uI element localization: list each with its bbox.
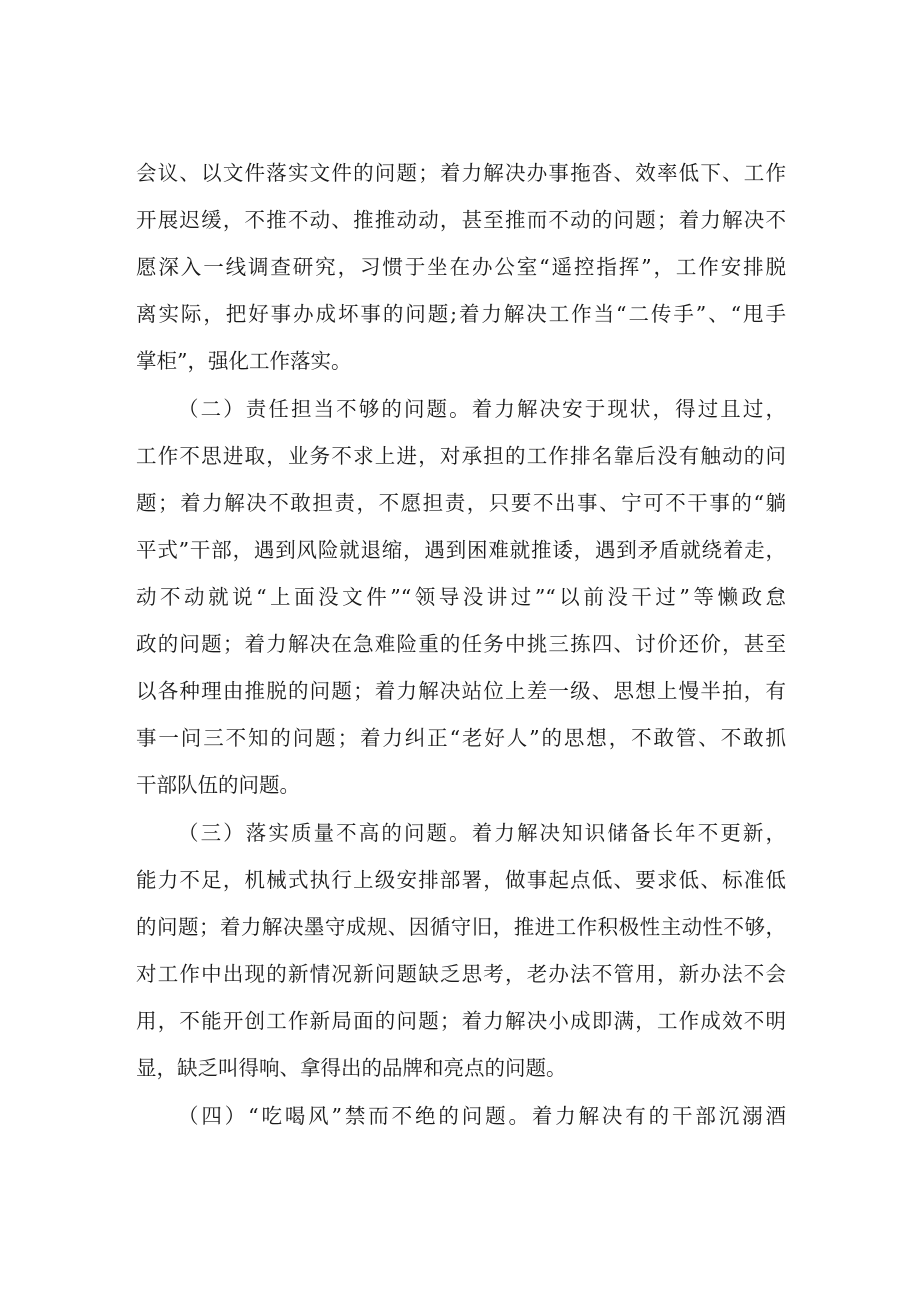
text-line: 干部队伍的问题。 (136, 773, 300, 797)
text-line: 对工作中出现的新情况新问题缺乏思考，老办法不管用，新办法不会 (136, 962, 786, 986)
text-line: 以各种理由推脱的问题；着力解决站位上差一级、思想上慢半拍，有 (136, 679, 786, 703)
text-line: 能力不足，机械式执行上级安排部署，做事起点低、要求低、标准低 (136, 868, 786, 892)
text-line: 愿深入一线调查研究，习惯于坐在办公室“遥控指挥”，工作安排脱 (136, 255, 786, 279)
text-line: 显，缺乏叫得响、拿得出的品牌和亮点的问题。 (136, 1056, 567, 1080)
text-line: 开展迟缓，不推不动、推推动动，甚至推而不动的问题；着力解决不 (136, 208, 786, 232)
text-line: 动不动就说“上面没文件”“领导没讲过”“以前没干过”等懒政怠 (136, 585, 786, 609)
text-line: 离实际，把好事办成坏事的问题;着力解决工作当“二传手”、“甩手 (136, 302, 786, 326)
text-line: 事一问三不知的问题；着力纠正“老好人”的思想，不敢管、不敢抓 (136, 726, 786, 750)
text-line: 的问题；着力解决墨守成规、因循守旧，推进工作积极性主动性不够， (136, 915, 786, 939)
paragraph-heading-line: （二）责任担当不够的问题。着力解决安于现状，得过且过， (178, 397, 786, 421)
text-line: 题；着力解决不敢担责，不愿担责，只要不出事、宁可不干事的“躺 (136, 491, 786, 515)
text-line: 会议、以文件落实文件的问题；着力解决办事拖沓、效率低下、工作 (136, 161, 786, 185)
text-line: 政的问题；着力解决在急难险重的任务中挑三拣四、讨价还价，甚至 (136, 632, 786, 656)
text-line: 用，不能开创工作新局面的问题；着力解决小成即满，工作成效不明 (136, 1009, 786, 1033)
text-line: 掌柜”，强化工作落实。 (136, 349, 352, 373)
text-line: 平式”干部，遇到风险就退缩，遇到困难就推诿，遇到矛盾就绕着走， (136, 538, 786, 562)
paragraph-heading-line: （四）“吃喝风”禁而不绝的问题。着力解决有的干部沉溺酒 (178, 1104, 786, 1128)
paragraph-heading-line: （三）落实质量不高的问题。着力解决知识储备长年不更新， (178, 821, 786, 845)
text-line: 工作不思进取，业务不求上进，对承担的工作排名靠后没有触动的问 (136, 444, 786, 468)
